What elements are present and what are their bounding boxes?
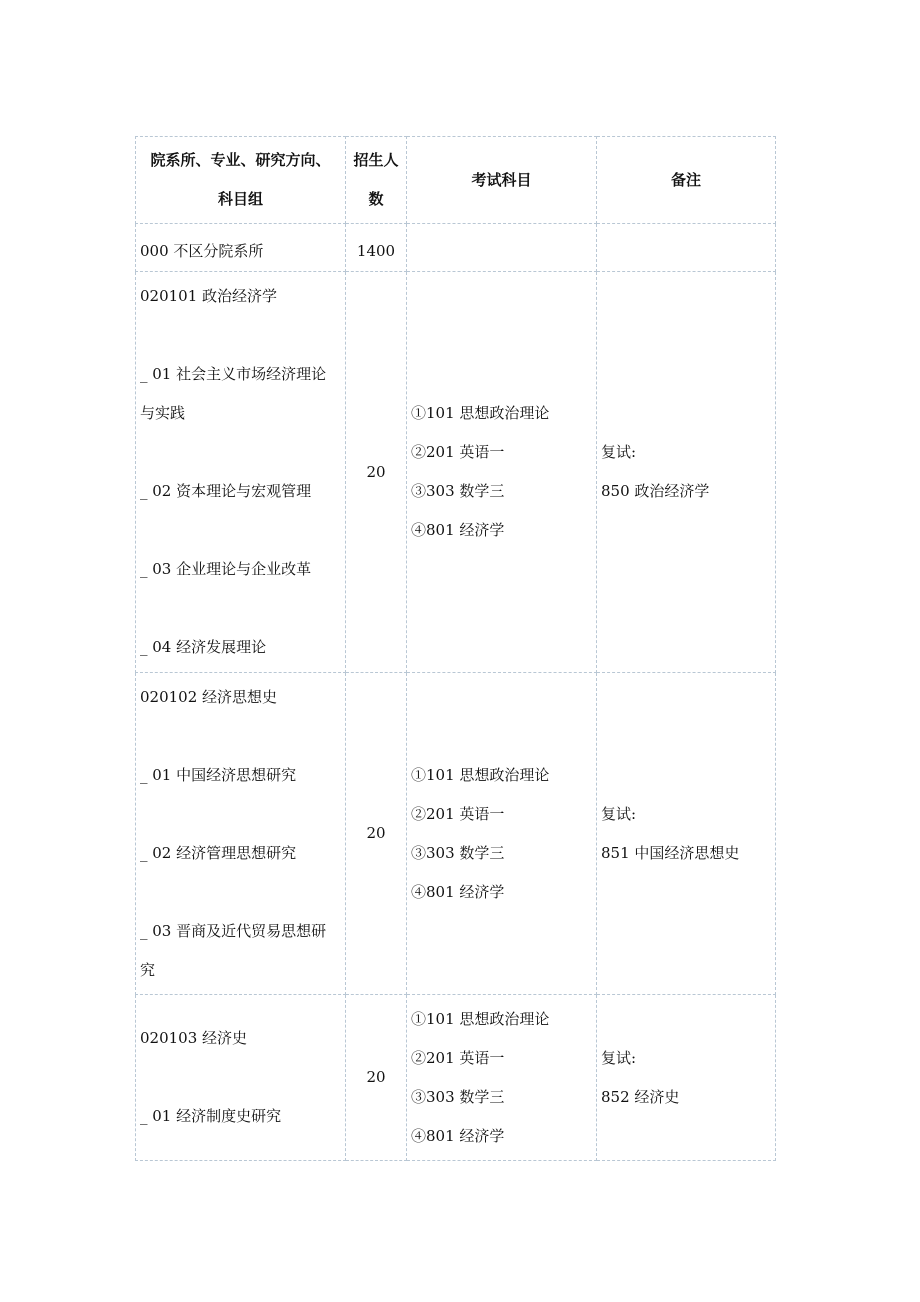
direction-item: _ 01 社会主义市场经济理论与实践 — [140, 365, 327, 422]
table-row — [136, 272, 776, 673]
subjects-cell — [407, 673, 597, 995]
subject-item: ②201 英语一 — [411, 804, 505, 823]
direction-item: _ 02 经济管理思想研究 — [140, 843, 297, 862]
count-cell: 20 — [346, 272, 407, 673]
note-label: 复试: — [601, 804, 637, 823]
header-row — [136, 137, 776, 224]
subjects-cell — [407, 224, 597, 272]
subject-item: ③303 数学三 — [411, 1087, 505, 1106]
subjects-cell — [407, 272, 597, 673]
direction-item: _ 03 晋商及近代贸易思想研究 — [140, 921, 327, 979]
subject-item: ②201 英语一 — [411, 1048, 505, 1067]
direction-item: _ 03 企业理论与企业改革 — [140, 560, 312, 578]
major-name: 020101 政治经济学 — [140, 287, 278, 305]
header-count-cell — [346, 137, 407, 224]
direction-item: _ 02 资本理论与宏观管理 — [140, 482, 312, 500]
notes-cell — [597, 673, 776, 995]
note-label: 复试: — [601, 1048, 637, 1067]
table-row — [136, 995, 776, 1161]
subject-item: ③303 数学三 — [411, 843, 505, 862]
subject-item: ②201 英语一 — [411, 443, 505, 461]
major-cell — [136, 272, 346, 673]
direction-item: _ 01 中国经济思想研究 — [140, 765, 297, 784]
subject-item: ③303 数学三 — [411, 482, 505, 500]
header-dept-line1: 院系所、专业、研究方向、 — [150, 151, 331, 169]
count-cell: 20 — [346, 673, 407, 995]
notes-cell — [597, 995, 776, 1161]
dept-cell: 000 不区分院系所 — [136, 224, 346, 272]
subject-item: ④801 经济学 — [411, 521, 505, 539]
header-notes-cell: 备注 — [597, 137, 776, 224]
header-dept-cell — [136, 137, 346, 224]
direction-item: _ 04 经济发展理论 — [140, 638, 267, 656]
major-cell — [136, 673, 346, 995]
subject-item: ④801 经济学 — [411, 882, 505, 901]
header-subjects-cell: 考试科目 — [407, 137, 597, 224]
table-row — [136, 673, 776, 995]
subject-item: ①101 思想政治理论 — [411, 404, 550, 422]
major-cell — [136, 995, 346, 1161]
subject-item: ①101 思想政治理论 — [411, 765, 550, 784]
admissions-table — [135, 136, 776, 1161]
direction-item: _ 01 经济制度史研究 — [140, 1107, 282, 1125]
subject-item: ④801 经济学 — [411, 1126, 505, 1145]
major-name: 020103 经济史 — [140, 1029, 248, 1047]
notes-cell — [597, 224, 776, 272]
header-count-line1: 招生人 — [353, 151, 399, 169]
note-value: 851 中国经济思想史 — [601, 843, 740, 862]
subject-item: ①101 思想政治理论 — [411, 1009, 550, 1028]
header-count-line2: 数 — [368, 190, 384, 208]
notes-cell — [597, 272, 776, 673]
header-dept-line2: 科目组 — [217, 190, 263, 208]
table-row — [136, 224, 776, 272]
major-name: 020102 经济思想史 — [140, 687, 278, 706]
count-cell: 20 — [346, 995, 407, 1161]
note-value: 850 政治经济学 — [601, 482, 710, 500]
count-cell: 1400 — [346, 224, 407, 272]
subjects-cell — [407, 995, 597, 1161]
note-value: 852 经济史 — [601, 1087, 680, 1106]
note-label: 复试: — [601, 443, 637, 461]
